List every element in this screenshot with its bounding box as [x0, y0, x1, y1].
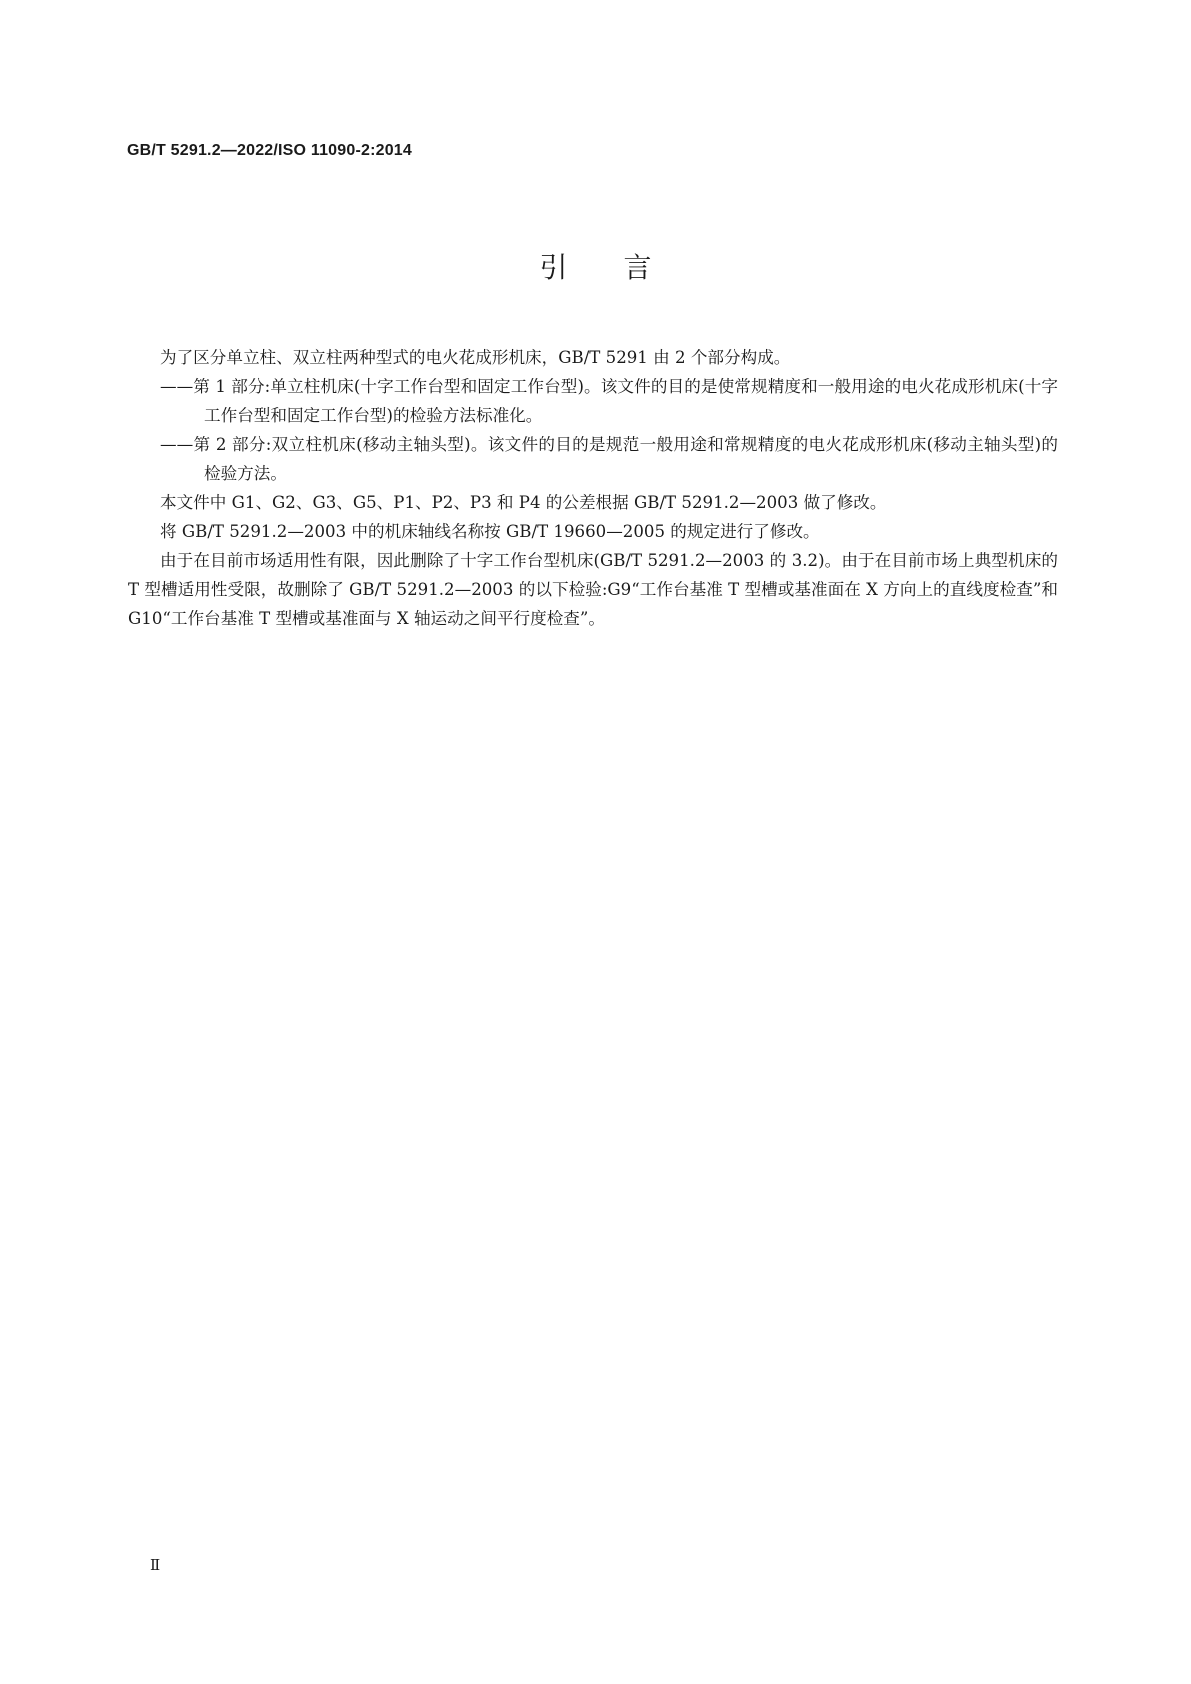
intro-paragraph: 为了区分单立柱、双立柱两种型式的电火花成形机床，GB/T 5291 由 2 个部分构成。	[160, 348, 791, 367]
axis-naming-paragraph: 将 GB/T 5291.2—2003 中的机床轴线名称按 GB/T 19660—2005 的规定进行了修改。	[160, 522, 820, 541]
page-number: Ⅱ	[150, 1556, 161, 1574]
tolerance-paragraph: 本文件中 G1、G2、G3、G5、P1、P2、P3 和 P4 的公差根据 GB/T 5291.2—2003 做了修改。	[160, 493, 887, 512]
list-item-part2: ——第 2 部分:双立柱机床(移动主轴头型)。该文件的目的是规范一般用途和常规精度的电火花成形机床(移动主轴头型)的检验方法。	[160, 435, 1058, 483]
standard-code-header: GB/T 5291.2—2022/ISO 11090-2:2014	[127, 142, 413, 159]
document-body	[128, 343, 1058, 633]
section-title: 引言	[539, 251, 708, 284]
list-item-part1: ——第 1 部分:单立柱机床(十字工作台型和固定工作台型)。该文件的目的是使常规精度和一般用途的电火花成形机床(十字工作台型和固定工作台型)的检验方法标准化。	[160, 377, 1058, 425]
deletion-paragraph: 由于在目前市场适用性有限，因此删除了十字工作台型机床(GB/T 5291.2—2003 的 3.2)。由于在目前市场上典型机床的 T 型槽适用性受限，故删除了 GB/T 5291.2—2003 的以下检验:G9“工作台基准 T 型槽或基准面在 X 方向上的直线度检查”和 G10“工作台基准 T 型槽或基准面与 X 轴运动之间平行度检查”。	[128, 551, 1058, 628]
